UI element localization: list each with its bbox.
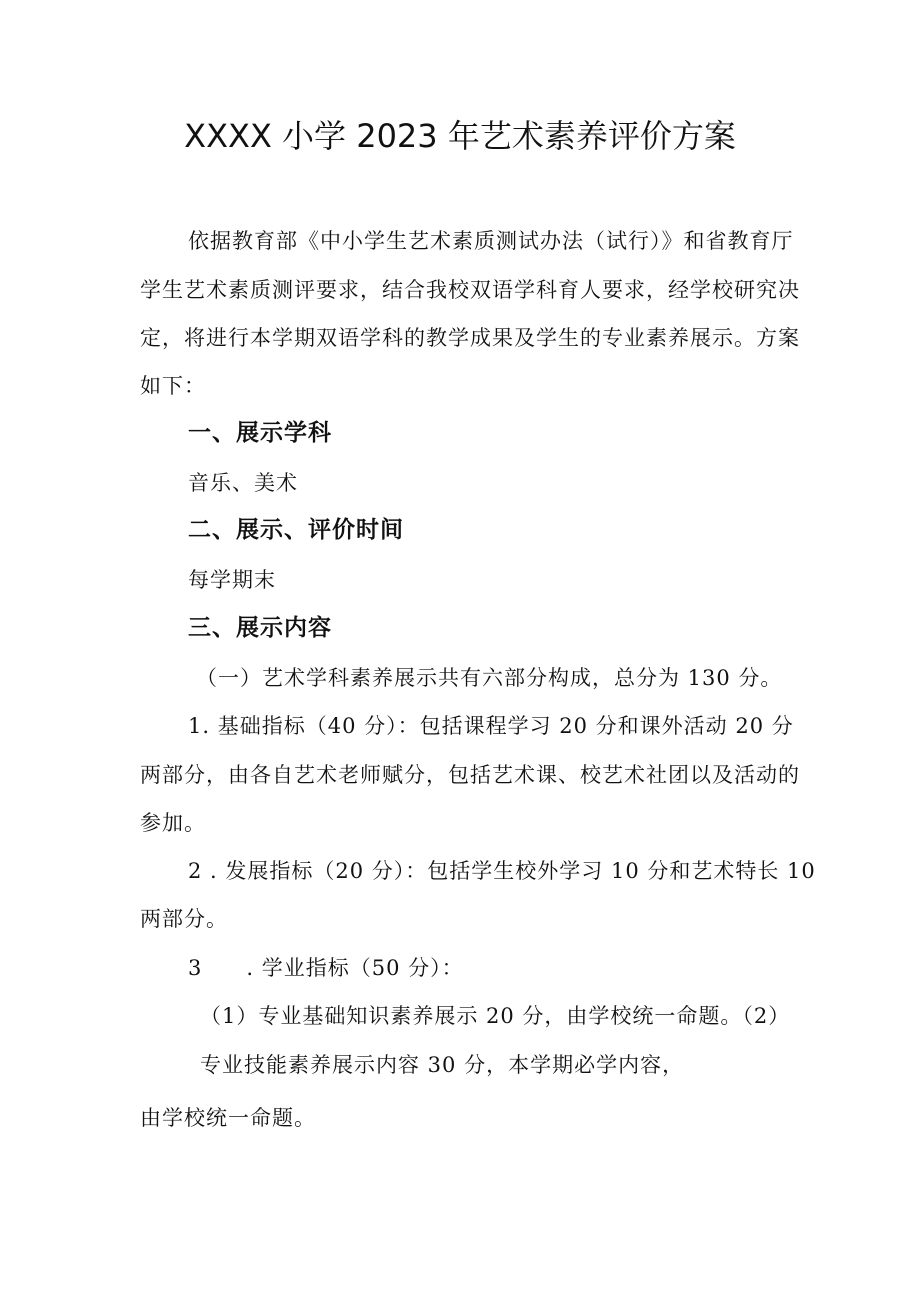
section-body-subjects: 音乐、美术 <box>188 471 298 495</box>
section-heading-schedule: 二、展示、评价时间 <box>188 517 404 543</box>
intro-line: 学生艺术素质测评要求，结合我校双语学科育人要求，经学校研究决 <box>140 278 800 302</box>
document-title: XXXX 小学 2023 年艺术素养评价方案 <box>184 117 736 155</box>
intro-line: 依据教育部《中小学生艺术素质测试办法（试行）》和省教育厅 <box>188 229 794 253</box>
content-line: 专业技能素养展示内容 30 分，本学期必学内容， <box>200 1053 685 1077</box>
section-heading-content: 三、展示内容 <box>188 615 332 641</box>
content-line: 3 . 学业指标（50 分）： <box>188 956 464 980</box>
content-line: 两部分。 <box>140 907 228 931</box>
content-line: 两部分，由各自艺术老师赋分，包括艺术课、校艺术社团以及活动的 <box>140 763 800 787</box>
content-line: 参加。 <box>140 811 206 835</box>
intro-line: 如下： <box>140 374 206 398</box>
intro-line: 定，将进行本学期双语学科的教学成果及学生的专业素养展示。方案 <box>140 326 800 350</box>
section-body-schedule: 每学期末 <box>188 568 276 592</box>
content-line: 2 . 发展指标（20 分）：包括学生校外学习 10 分和艺术特长 10 <box>188 859 816 883</box>
content-line: 由学校统一命题。 <box>140 1106 316 1130</box>
section-heading-subjects: 一、展示学科 <box>188 420 332 446</box>
content-line: （1）专业基础知识素养展示 20 分，由学校统一命题。（2） <box>200 1004 791 1028</box>
content-line: 1. 基础指标（40 分）：包括课程学习 20 分和课外活动 20 分 <box>188 714 794 738</box>
content-line: （一）艺术学科素养展示共有六部分构成，总分为 130 分。 <box>196 666 783 690</box>
